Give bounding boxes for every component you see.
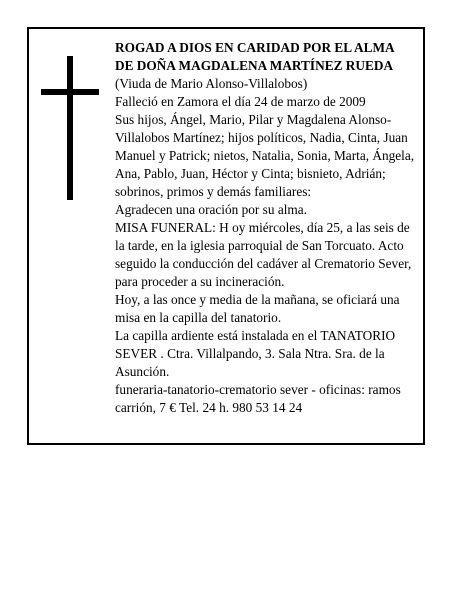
- contact-paragraph: funeraria-tanatorio-crematorio sever - oficinas: ramos carrión, 7 € Tel. 24 h. 980 53 14 24: [115, 382, 401, 415]
- funeral-mass-paragraph: MISA FUNERAL: H oy miércoles, día 25, a las seis de la tarde, en la iglesia parroquial de San Torcuato. Acto seguido la conducción del cadáver al Crematorio Sever, para proceder a su incineración.: [115, 220, 412, 289]
- cross-vertical-bar: [67, 56, 73, 200]
- obituary-notice: [27, 27, 425, 445]
- death-date-line: Falleció en Zamora el día 24 de marzo de 2009: [115, 94, 366, 109]
- cross-icon: [41, 56, 99, 200]
- morning-mass-paragraph: Hoy, a las once y media de la mañana, se oficiará una misa en la capilla del tanatorio.: [115, 292, 400, 325]
- cross-horizontal-bar: [41, 89, 99, 95]
- widow-of-line: (Viuda de Mario Alonso-Villalobos): [115, 76, 308, 91]
- notice-text: [115, 39, 421, 417]
- prayer-line: Agradecen una oración por su alma.: [115, 202, 307, 217]
- chapel-paragraph: La capilla ardiente está instalada en el TANATORIO SEVER . Ctra. Villalpando, 3. Sala Ntra. Sra. de la Asunción.: [115, 328, 396, 379]
- notice-heading: ROGAD A DIOS EN CARIDAD POR EL ALMA DE DOÑA MAGDALENA MARTÍNEZ RUEDA: [115, 40, 395, 73]
- family-paragraph: Sus hijos, Ángel, Mario, Pilar y Magdalena Alonso- Villalobos Martínez; hijos políticos, Nadia, Cinta, Juan Manuel y Patrick; nietos, Natalia, Sonia, Marta, Ángela, Ana, Pablo, Juan, Héctor y Cinta; bisnieto, Adrián; sobrinos, primos y demás familiares:: [115, 112, 415, 199]
